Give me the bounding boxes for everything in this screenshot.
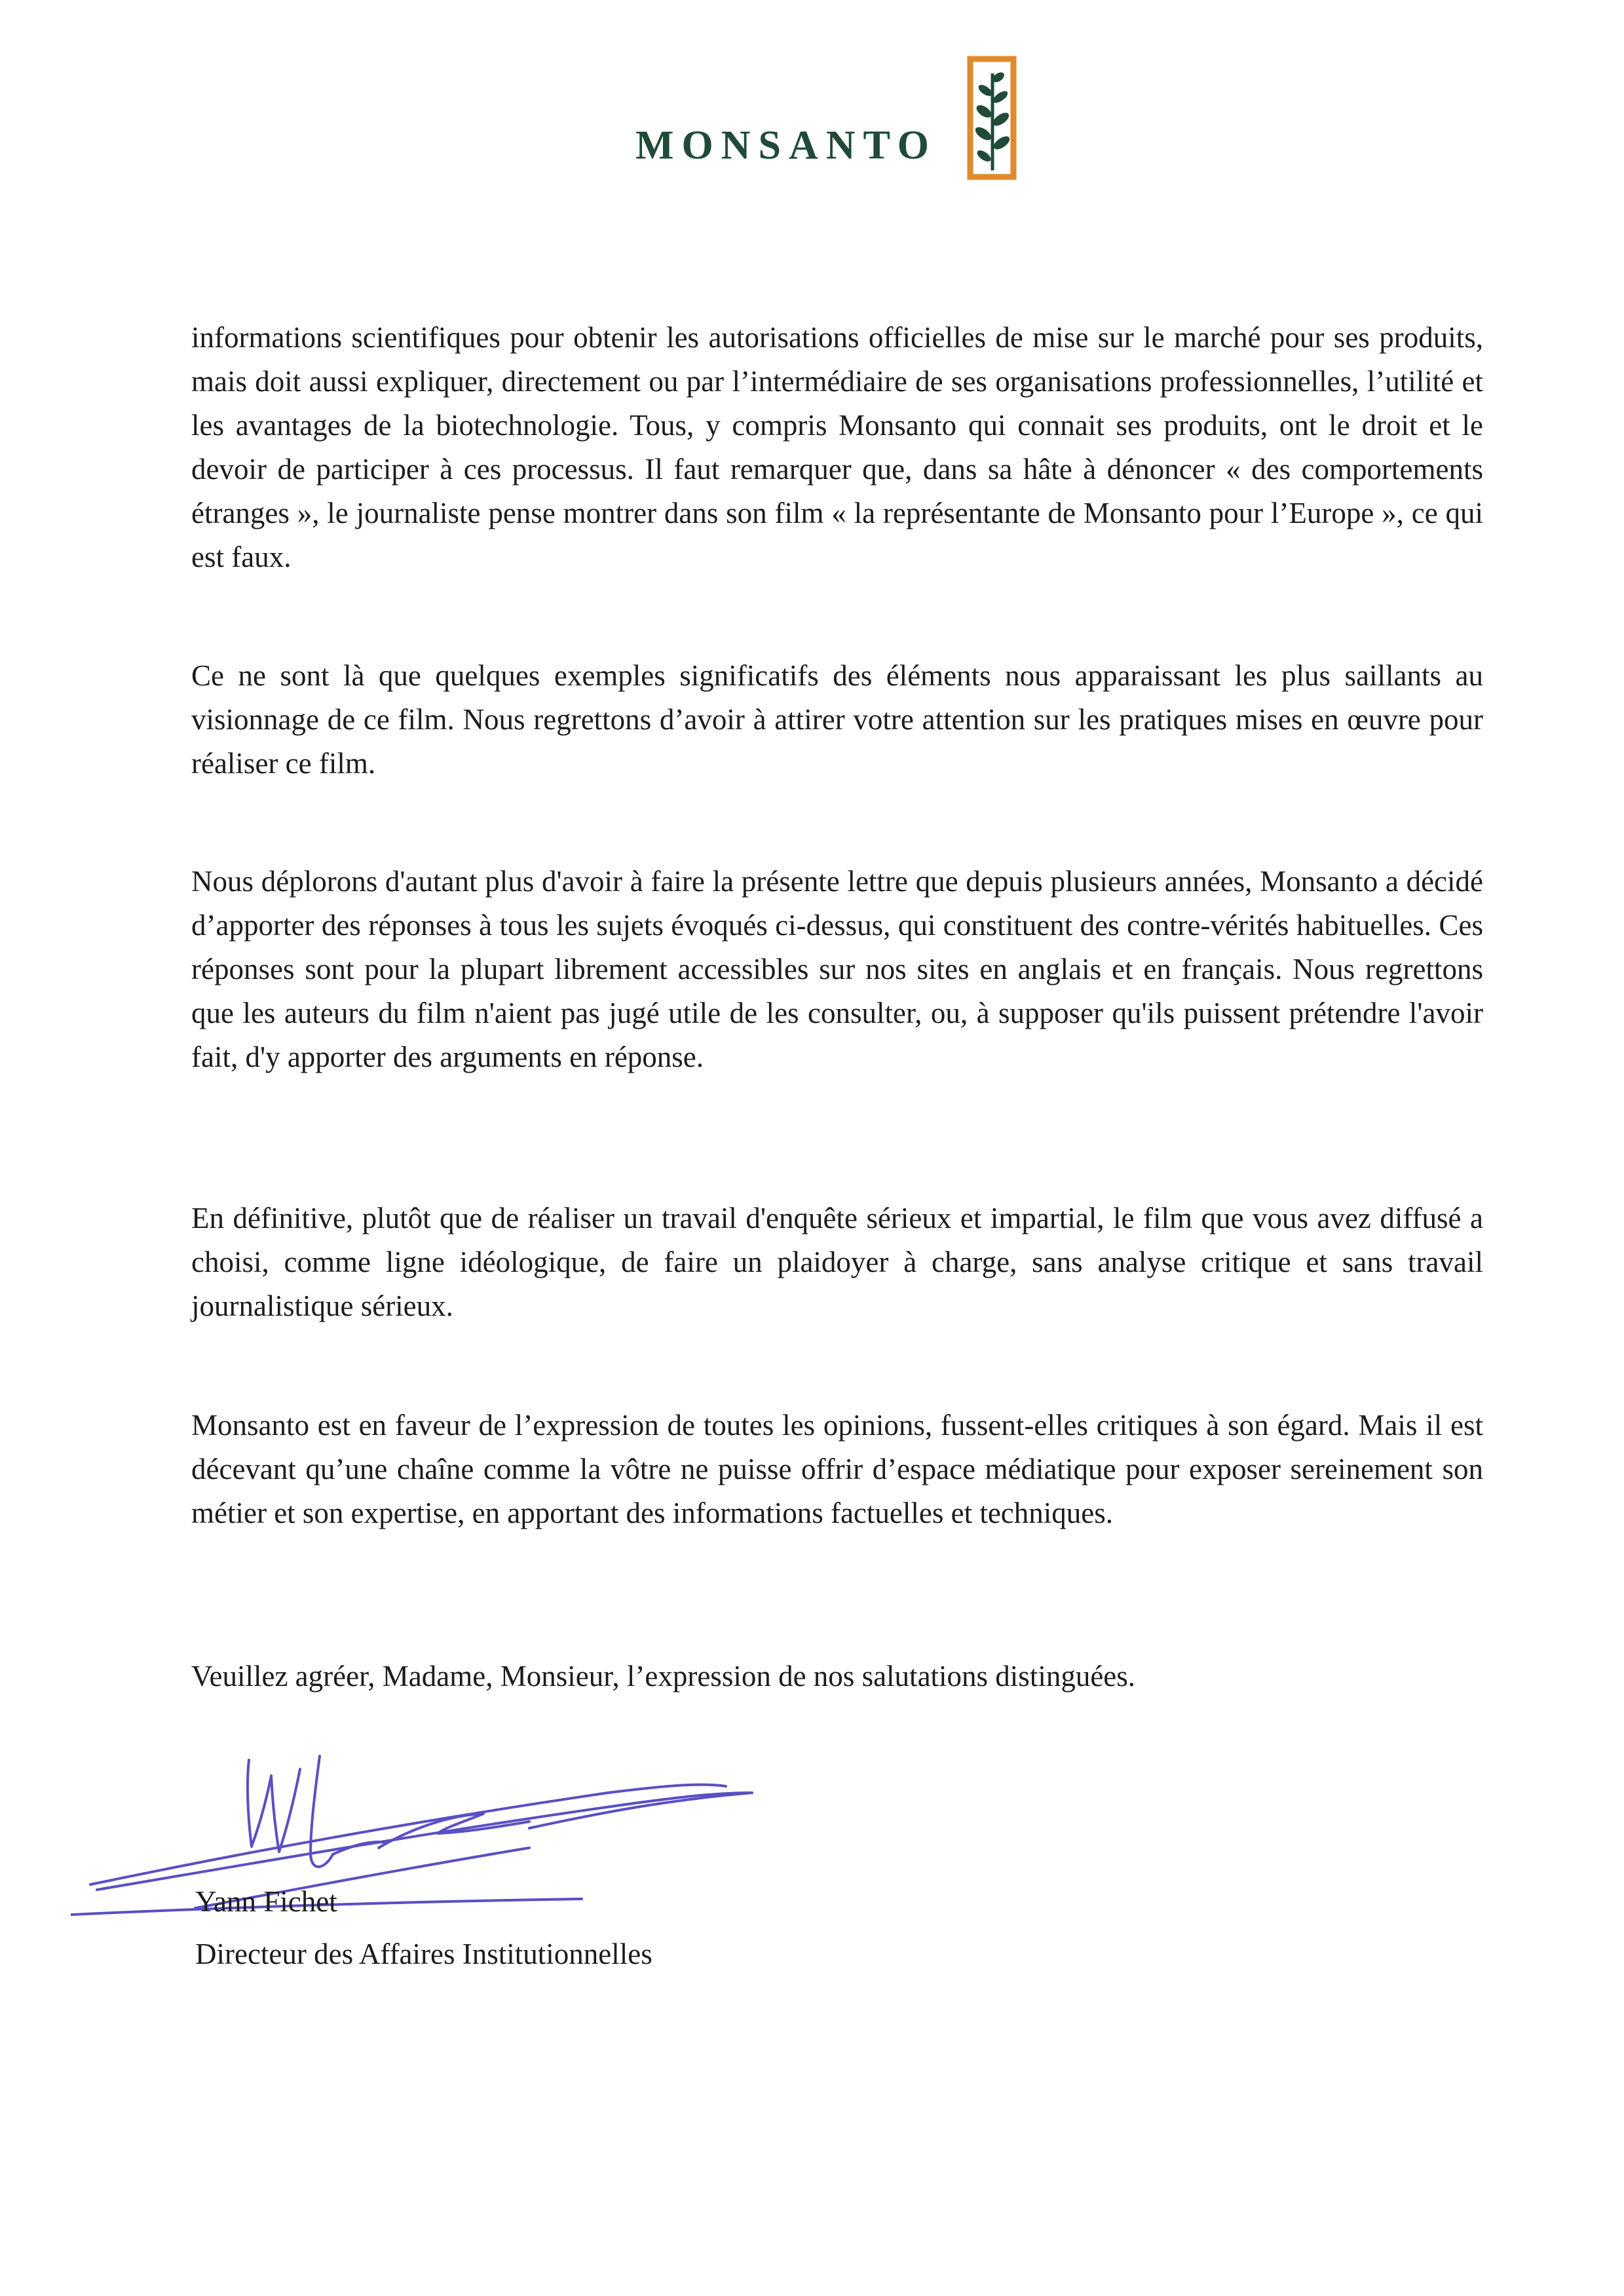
paragraph-text: Monsanto est en faveur de l’expression de toutes les opinions, fussent-elles critiques à son égard. Mais il est décevant qu’une chaîne comme la vôtre ne puisse offrir d’espace médiatique pour exposer sereinement son métier et son expertise, en apportant des informations factuelles et techniques. (191, 1409, 1483, 1529)
letter-paragraph (191, 1196, 1483, 1328)
signatory-name: Yann Fichet (195, 1885, 337, 1918)
closing-formula (191, 1655, 1483, 1698)
paragraph-text: En définitive, plutôt que de réaliser un travail d'enquête sérieux et impartial, le film que vous avez diffusé a choisi, comme ligne idéologique, de faire un plaidoyer à charge, sans analyse critique et sans travail journalistique sérieux. (191, 1202, 1483, 1322)
letter-paragraph (191, 316, 1483, 579)
letter-paragraph (191, 860, 1483, 1079)
letter-paragraph (191, 1404, 1483, 1535)
paragraph-text: Ce ne sont là que quelques exemples significatifs des éléments nous apparaissant les plus saillants au visionnage de ce film. Nous regrettons d’avoir à attirer votre attention sur les pratiques mises en œuvre pour réaliser ce film. (191, 659, 1483, 780)
wheat-sprig-icon (966, 54, 1019, 182)
paragraph-text: Nous déplorons d'autant plus d'avoir à faire la présente lettre que depuis plusieurs années, Monsanto a décidé d’apporter des réponses à tous les sujets évoqués ci-dessus, qui constituent des contre-vérités habituelles. Ces réponses sont pour la plupart librement accessibles sur nos sites en anglais et en français. Nous regrettons que les auteurs du film n'aient pas jugé utile de les consulter, ou, à supposer qu'ils puissent prétendre l'avoir fait, d'y apporter des arguments en réponse. (191, 865, 1483, 1073)
monsanto-logo (635, 54, 1042, 185)
signatory-title: Directeur des Affaires Institutionnelles (195, 1938, 652, 1970)
closing-text: Veuillez agréer, Madame, Monsieur, l’expression de nos salutations distinguées. (191, 1660, 1136, 1693)
brand-wordmark: MONSANTO (635, 123, 937, 168)
paragraph-text: informations scientifiques pour obtenir les autorisations officielles de mise sur le marché pour ses produits, mais doit aussi expliquer, directement ou par l’intermédiaire de ses organisations professionnelles, l’utilité et les avantages de la biotechnologie. Tous, y compris Monsanto qui connait ses produits, ont le droit et le devoir de participer à ces processus. Il faut remarquer que, dans sa hâte à dénoncer « des comportements étranges », le journaliste pense montrer dans son film « la représentante de Monsanto pour l’Europe », ce qui est faux. (191, 321, 1483, 573)
handwritten-signature (71, 1730, 778, 1920)
letter-paragraph (191, 654, 1483, 786)
